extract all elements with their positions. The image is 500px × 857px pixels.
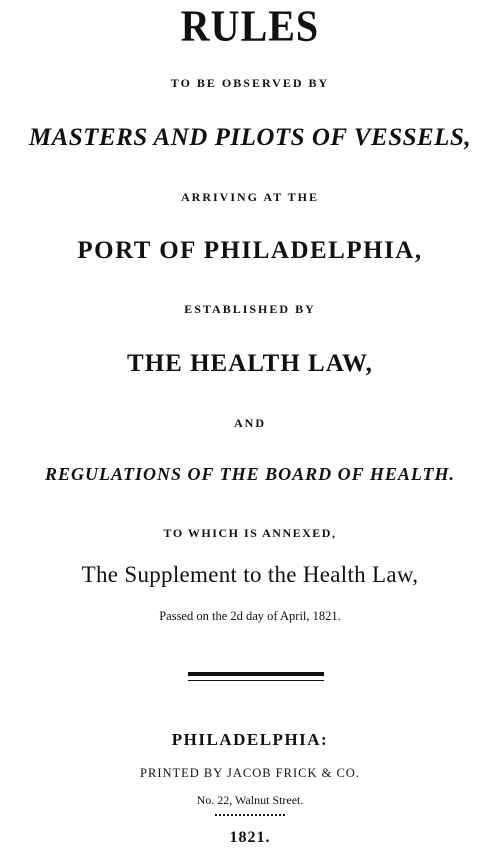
imprint-year: 1821. [229,829,271,846]
port-heading: PORT OF PHILADELPHIA, [77,237,423,264]
and-line: AND [234,416,266,430]
imprint-address: No. 22, Walnut Street. [196,793,304,807]
passed-date-line: Passed on the 2d day of April, 1821. [159,609,341,623]
imprint-city: PHILADELPHIA: [171,730,329,749]
divider-thick [188,672,324,676]
divider-thin [188,680,324,681]
established-by-line: ESTABLISHED BY [184,302,316,316]
health-law-heading: THE HEALTH LAW, [127,350,373,377]
annexed-line: TO WHICH IS ANNEXED, [163,526,337,540]
arriving-line: ARRIVING AT THE [180,190,320,204]
observed-by-line: TO BE OBSERVED BY [170,76,330,90]
dotted-ornament [215,814,285,816]
imprint-printer: PRINTED BY JACOB FRICK & CO. [140,766,360,780]
regulations-heading: REGULATIONS OF THE BOARD OF HEALTH. [44,464,456,484]
document-title: RULES [180,0,320,51]
supplement-heading: The Supplement to the Health Law, [81,562,419,587]
masters-pilots-heading: MASTERS AND PILOTS OF VESSELS, [28,124,472,151]
